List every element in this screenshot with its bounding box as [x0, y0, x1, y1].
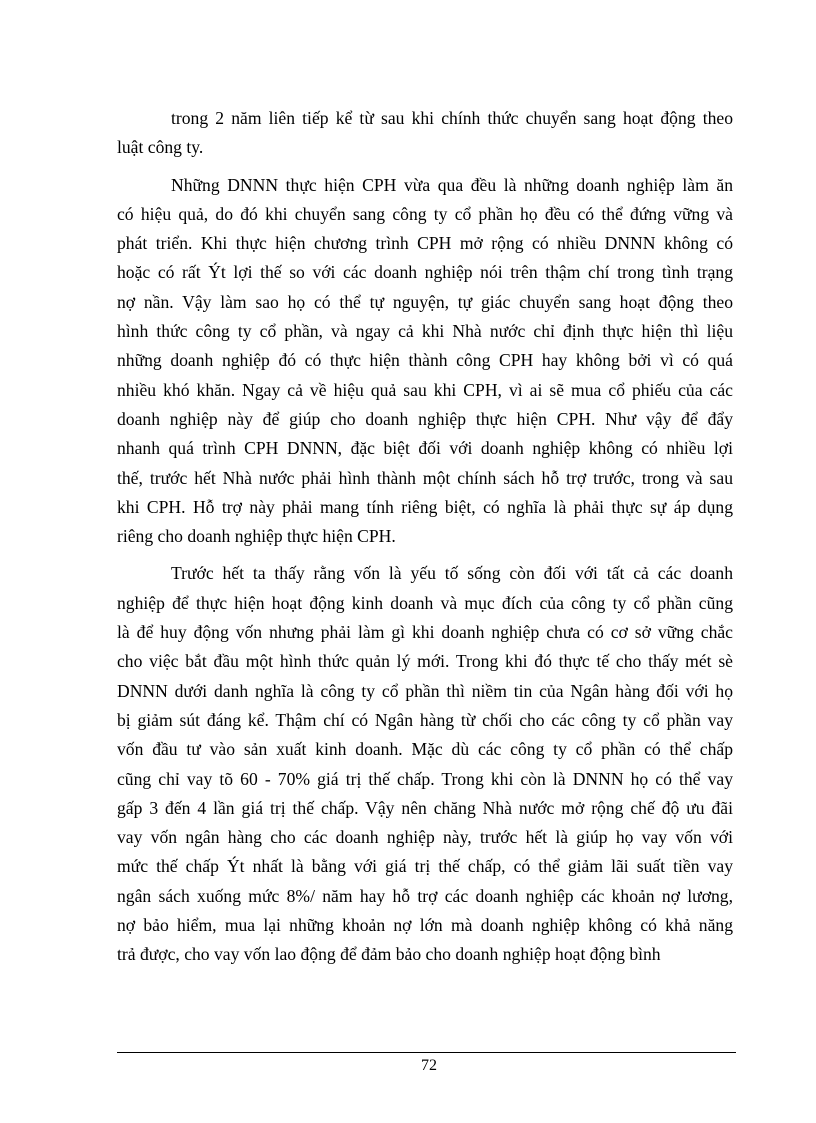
- paragraph-1: [117, 104, 733, 163]
- text-line: khi CPH. Hỗ trợ này phải mang tính riêng biệt, có nghĩa là phải thực sự áp dụng: [117, 496, 733, 517]
- text-line: cũng chỉ vay tõ 60 - 70% giá trị thế chấp. Trong khi còn là DNNN họ có thể vay: [117, 768, 733, 789]
- text-line: thế, trước hết Nhà nước phải hình thành một chính sách hỗ trợ trước, trong và sau: [117, 467, 733, 488]
- text-line: nợ bảo hiểm, mua lại những khoản nợ lớn mà doanh nghiệp không có khả năng: [117, 915, 733, 936]
- text-line: hình thức công ty cổ phần, và ngay cả khi Nhà nước chỉ định thực hiện thì liệu: [117, 321, 733, 342]
- text-line: cho việc bắt đầu một hình thức quản lý mới. Trong khi đó thực tế cho thấy mét sè: [117, 651, 733, 672]
- text-line: nợ nần. Vậy làm sao họ có thể tự nguyện, tự giác chuyển sang hoạt động theo: [117, 291, 733, 312]
- text-line: luật công ty.: [117, 137, 204, 158]
- text-line: là để huy động vốn nhưng phải làm gì khi doanh nghiệp chưa có cơ sở vững chắc: [117, 622, 733, 643]
- paragraph-2: [117, 171, 733, 552]
- text-line: riêng cho doanh nghiệp thực hiện CPH.: [117, 526, 396, 547]
- page-number: 72: [421, 1057, 437, 1074]
- text-line: vốn đầu tư vào sản xuất kinh doanh. Mặc dù các công ty cổ phần có thể chấp: [117, 739, 733, 760]
- text-line: nhiều khó khăn. Ngay cả về hiệu quả sau khi CPH, vì ai sẽ mua cổ phiếu của các: [117, 379, 733, 400]
- text-line: vay vốn ngân hàng cho các doanh nghiệp này, trước hết là giúp họ vay vốn với: [117, 827, 733, 848]
- text-line: có hiệu quả, do đó khi chuyển sang công ty cổ phần họ đều có thể đứng vững và: [117, 203, 733, 224]
- footer-divider: [117, 1052, 736, 1053]
- text-line: doanh nghiệp này để giúp cho doanh nghiệp thực hiện CPH. Như vậy để đẩy: [117, 408, 733, 429]
- text-line: hoặc có rất Ýt lợi thế so với các doanh nghiệp nói trên thậm chí trong tình trạng: [117, 262, 733, 283]
- text-line: gấp 3 đến 4 lần giá trị thế chấp. Vậy nên chăng Nhà nước mở rộng chế độ ưu đãi: [117, 797, 733, 818]
- paragraph-3: [117, 559, 733, 969]
- text-line: trả được, cho vay vốn lao động để đảm bảo cho doanh nghiệp hoạt động bình: [117, 944, 661, 965]
- text-line: DNNN dưới danh nghĩa là công ty cổ phần thì niềm tin của Ngân hàng đối với họ: [117, 680, 733, 701]
- text-line: phát triển. Khi thực hiện chương trình CPH mở rộng có nhiều DNNN không có: [117, 233, 733, 254]
- text-line: bị giảm sút đáng kể. Thậm chí có Ngân hàng từ chối cho các công ty cổ phần vay: [117, 709, 733, 730]
- text-line: những doanh nghiệp đó có thực hiện thành công CPH hay không bởi vì có quá: [117, 350, 733, 371]
- text-line: nhanh quá trình CPH DNNN, đặc biệt đối với doanh nghiệp không có nhiều lợi: [117, 438, 733, 459]
- text-line: ngân sách xuống mức 8%/ năm hay hỗ trợ các doanh nghiệp các khoản nợ lương,: [117, 885, 733, 906]
- text-line: Trước hết ta thấy rằng vốn là yếu tố sống còn đối với tất cả các doanh: [171, 563, 733, 584]
- text-line: trong 2 năm liên tiếp kể từ sau khi chính thức chuyển sang hoạt động theo: [171, 108, 733, 128]
- text-line: Những DNNN thực hiện CPH vừa qua đều là những doanh nghiệp làm ăn: [171, 174, 733, 195]
- body-text: [117, 104, 733, 970]
- paragraph-spacer: [117, 551, 733, 559]
- paragraph-spacer: [117, 163, 733, 171]
- text-line: mức thế chấp Ýt nhất là bằng với giá trị thế chấp, có thể giảm lãi suất tiền vay: [117, 856, 733, 877]
- text-line: nghiệp để thực hiện hoạt động kinh doanh và mục đích của công ty cổ phần cũng: [117, 592, 733, 613]
